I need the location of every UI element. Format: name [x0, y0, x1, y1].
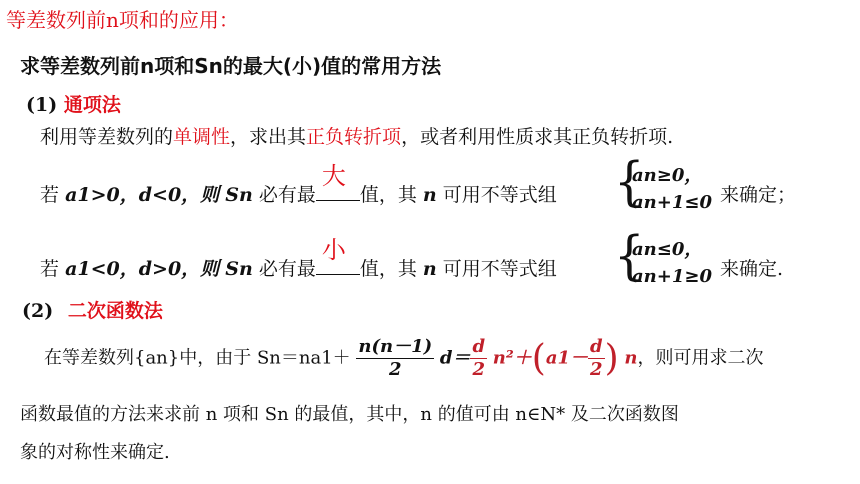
case-1-statement — [40, 162, 557, 207]
formula-n: n — [624, 347, 638, 369]
case-1-brace: { — [614, 151, 645, 213]
method-2-line-2: 函数最值的方法来求前 n 项和 Sn 的最值，其中，n 的值可由 n∈N* 及二次函数图 — [20, 404, 679, 425]
case-1-inequalities — [632, 162, 712, 216]
fraction-d-over-2-b — [588, 336, 605, 381]
fraction-num: n(n－1) — [358, 336, 433, 357]
formula-a1-minus: a1－ — [545, 347, 588, 369]
case-2-post: 值，其 — [359, 258, 417, 280]
case-1-end: 来确定； — [720, 184, 797, 206]
method-2-name: 二次函数法 — [67, 300, 163, 322]
case-2-answer: 小 — [321, 236, 346, 264]
formula-d-equals: d＝ — [439, 347, 471, 369]
case-1-blank — [316, 162, 360, 201]
method-2-formula-line — [44, 336, 763, 381]
section-heading: 求等差数列前n项和Sn的最大(小)值的常用方法 — [20, 54, 442, 78]
left-paren: ( — [531, 338, 546, 379]
method-2-line-3: 象的对称性来确定. — [20, 442, 170, 463]
formula-n-squared: n²＋ — [492, 347, 532, 369]
keyword-turning-term: 正负转折项 — [306, 126, 402, 148]
dd-den: 2 — [590, 359, 603, 380]
case-2-pre: 若 — [40, 258, 60, 280]
right-paren: ) — [604, 338, 619, 379]
case-2-inequalities — [632, 236, 712, 290]
method-2-label — [22, 296, 163, 323]
case-2-n: n — [422, 258, 437, 280]
case-1-post: 值，其 — [359, 184, 417, 206]
desc-part-c: ，或者利用性质求其正负转折项. — [401, 126, 674, 148]
formula-tail: ，则可用求二次 — [637, 347, 764, 369]
d-num: d — [472, 336, 486, 357]
formula-lead: 在等差数列{an}中，由于 Sn＝na1＋ — [44, 347, 351, 369]
fraction-n-n-minus-1 — [356, 336, 434, 381]
case-1-ineq-1: an≥0， — [632, 165, 703, 186]
case-1-n: n — [422, 184, 437, 206]
case-1-tail: 可用不等式组 — [442, 184, 557, 206]
case-1-pre: 若 — [40, 184, 60, 206]
case-2-mid: 必有最 — [258, 258, 316, 280]
dd-num: d — [590, 336, 603, 357]
desc-part-b: ，求出其 — [230, 126, 307, 148]
case-1-mid: 必有最 — [258, 184, 316, 206]
method-1-name: 通项法 — [63, 94, 121, 116]
d-den: 2 — [472, 359, 486, 380]
fraction-d-over-2 — [470, 336, 487, 381]
case-1-condition: a1>0，d<0，则 — [65, 184, 220, 206]
keyword-monotonicity: 单调性 — [173, 126, 231, 148]
method-1-description — [40, 122, 673, 149]
case-2-ineq-2: an+1≥0 — [632, 266, 712, 287]
case-1-ineq-2: an+1≤0 — [632, 192, 712, 213]
case-2-statement — [40, 236, 557, 281]
page-title: 等差数列前n项和的应用： — [6, 8, 239, 32]
case-2-condition: a1<0，d>0，则 — [65, 258, 220, 280]
method-1-number: (1) — [26, 94, 58, 116]
case-2-ineq-1: an≤0， — [632, 239, 703, 260]
method-2-number: (2) — [22, 300, 54, 322]
case-2-blank — [316, 236, 360, 275]
case-1-answer: 大 — [321, 162, 346, 190]
fraction-den: 2 — [388, 359, 402, 380]
method-1-label — [26, 90, 121, 117]
case-2-brace: { — [614, 225, 645, 287]
case-2-end: 来确定. — [720, 258, 784, 280]
desc-part-a: 利用等差数列的 — [40, 126, 174, 148]
case-1-sn: Sn — [225, 184, 253, 206]
case-2-tail: 可用不等式组 — [442, 258, 557, 280]
case-2-sn: Sn — [225, 258, 253, 280]
